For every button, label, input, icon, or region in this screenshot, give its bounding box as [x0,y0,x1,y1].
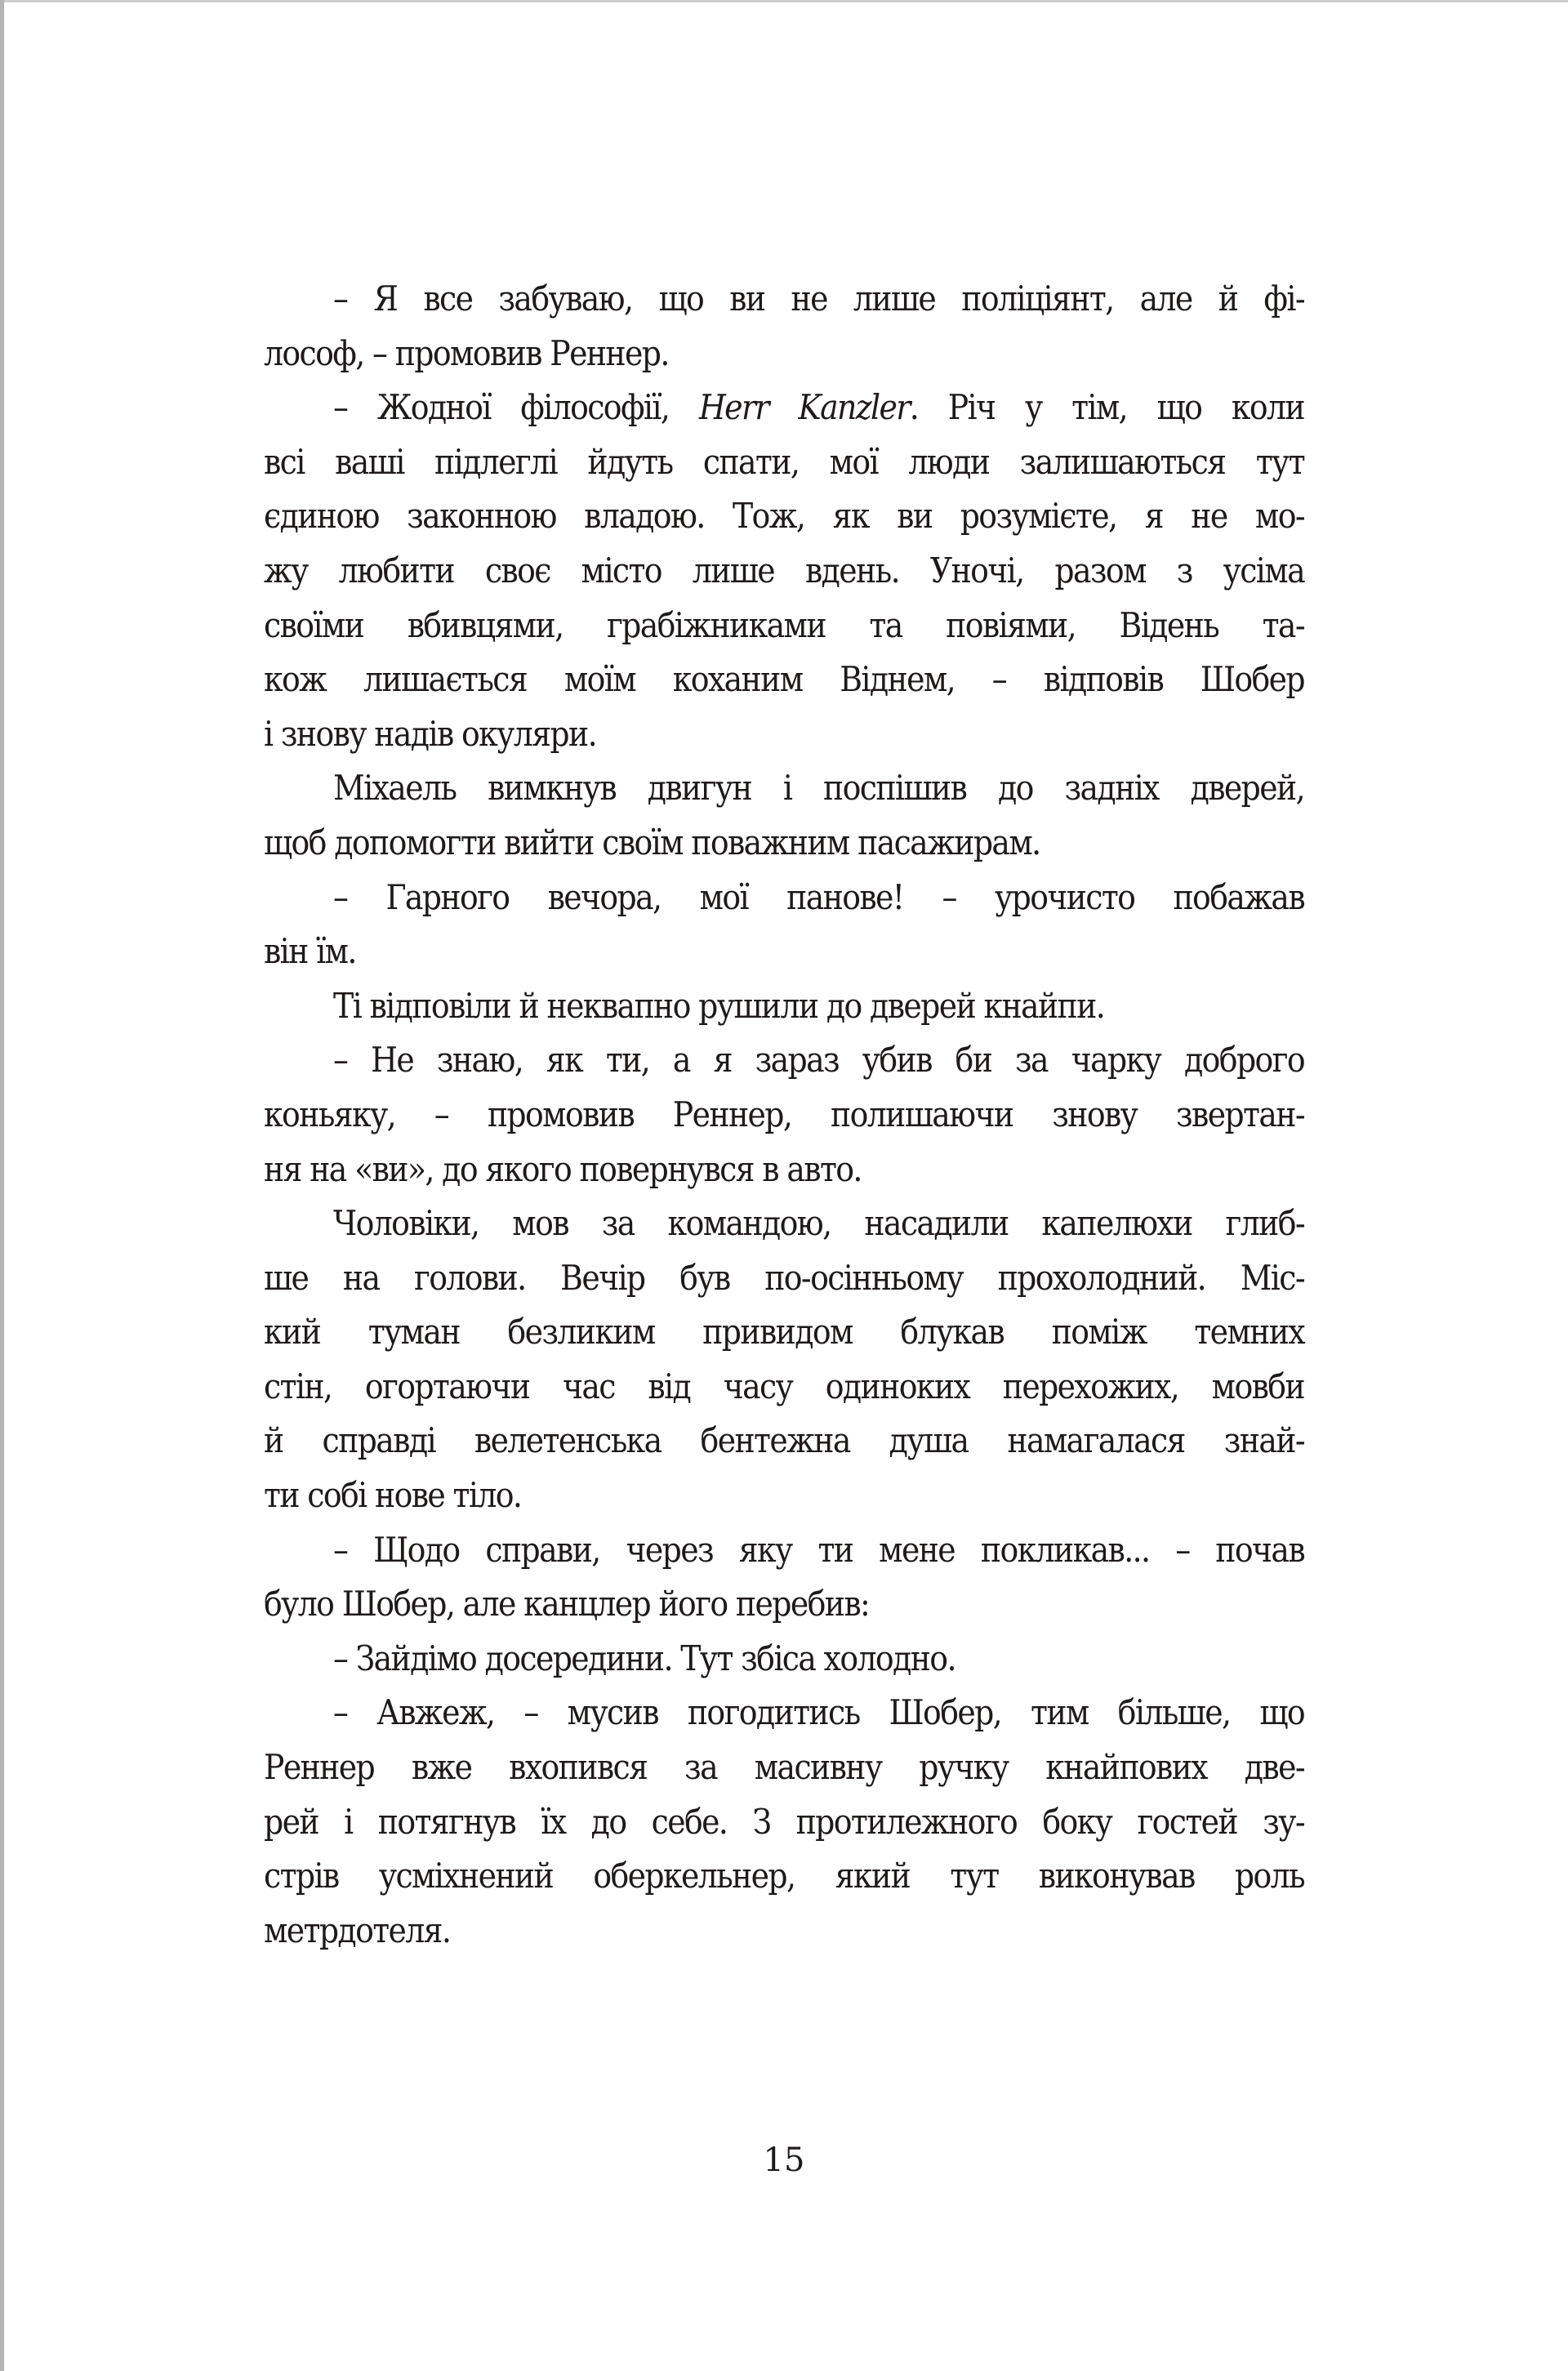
text-line: він їм. [264,931,356,972]
text-fragment: . Річ у тім, що коли [909,387,1305,428]
text-line: Міхаель вимкнув двигун і поспішив до задніх дверей, [333,768,1304,809]
text-line: ти собі нове тіло. [264,1475,522,1516]
text-line: Реннер вже вхопився за масивну ручку кнайпових две- [264,1747,1304,1788]
text-line: – Я все забуваю, що ви не лише поліціянт, але й фі- [333,279,1304,319]
text-line: єдиною законною владою. Тож, як ви розумієте, я не мо- [264,496,1304,537]
text-line: було Шобер, але канцлер його перебив: [264,1584,870,1624]
text-line: Ті відповіли й неквапно рушили до дверей кнайпи. [333,985,1105,1026]
italic-term-herr-kanzler: Herr Kanzler [698,387,910,428]
text-line: своїми вбивцями, грабіжниками та повіями, Відень та- [264,604,1304,645]
text-line: коньяку, – промовив Реннер, полишаючи знову звертан- [264,1094,1304,1134]
text-line: – Щодо справи, через яку ти мене покликав... – почав [333,1529,1304,1570]
text-line: – Зайдімо досередини. Тут збіса холодно. [333,1638,956,1678]
text-line: і знову надів окуляри. [264,713,596,754]
text-line: щоб допомогти вийти своїм поважним пасажирам. [264,822,1040,862]
page-frame-left [0,0,4,2371]
text-line: – Авжеж, – мусив погодитись Шобер, тим більше, що [333,1692,1304,1733]
text-line: стін, огортаючи час від часу одиноких перехожих, мовби [264,1366,1304,1406]
text-line: кож лишається моїм коханим Віднем, – відповів Шобер [264,659,1304,700]
text-line: лософ, – промовив Реннер. [264,332,669,373]
text-line: всі ваші підлеглі йдуть спати, мої люди залишаються тут [264,441,1304,482]
text-line: ше на голови. Вечір був по-осінньому прохолодний. Міс- [264,1257,1304,1298]
page-frame-top [0,0,1568,2]
text-line: стрів усміхнений оберкельнер, який тут виконував роль [264,1856,1304,1896]
text-line [264,381,1304,435]
text-line: – Гарного вечора, мої панове! – урочисто побажав [333,876,1304,917]
text-fragment: – Жодної філософії, [333,387,699,428]
book-page-text [264,272,1304,1958]
text-line: Чоловіки, мов за командою, насадили капелюхи глиб- [333,1203,1304,1244]
page-number: 15 [763,2141,805,2179]
text-line: ня на «ви», до якого повернувся в авто. [264,1148,862,1189]
text-line: метрдотеля. [264,1910,451,1950]
text-line: жу любити своє місто лише вдень. Уночі, разом з усіма [264,550,1304,591]
text-line: рей і потягнув їх до себе. З протилежного боку гостей зу- [264,1801,1304,1842]
text-line: – Не знаю, як ти, а я зараз убив би за чарку доброго [333,1040,1304,1081]
text-line: й справді велетенська бентежна душа намагалася знай- [264,1420,1304,1461]
text-line: кий туман безликим привидом блукав поміж темних [264,1312,1304,1353]
